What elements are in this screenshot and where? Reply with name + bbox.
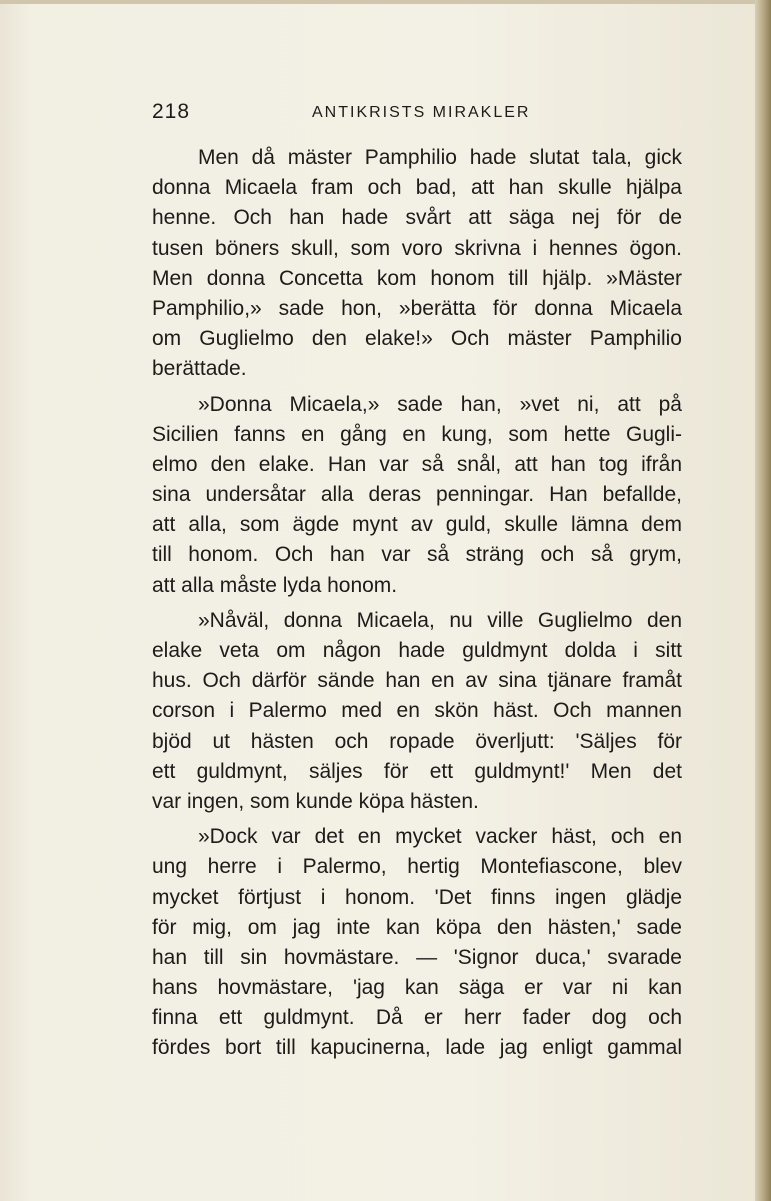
text-line: fördes bort till kapucinerna, lade jag enligt gammal <box>152 1036 682 1060</box>
text-line: att alla, som ägde mynt av guld, skulle lämna dem <box>152 513 682 537</box>
text-line: han till sin hovmästare. — 'Signor duca,' svarade <box>152 945 682 969</box>
text-line: ett guldmynt, säljes för ett guldmynt!' Men det <box>152 759 682 783</box>
paragraph <box>152 390 682 601</box>
text-line: tusen böners skull, som voro skrivna i hennes ögon. <box>152 236 682 260</box>
paragraph <box>152 143 682 385</box>
text-line: att alla måste lyda honom. <box>152 573 398 597</box>
text-line: hus. Och därför sände han en av sina tjänare framåt <box>152 669 682 693</box>
text-line: om Guglielmo den elake!» Och mäster Pamphilio <box>152 327 682 351</box>
text-line: Men då mäster Pamphilio hade slutat tala, gick <box>198 146 682 169</box>
text-line: Pamphilio,» sade hon, »berätta för donna Micaela <box>152 296 682 320</box>
page-fore-edge <box>755 0 771 1201</box>
paragraph <box>152 822 682 1064</box>
text-line: hans hovmästare, 'jag kan säga er var ni kan <box>152 976 682 1000</box>
text-line: donna Micaela fram och bad, att han skulle hjälpa <box>152 176 682 200</box>
text-line: Sicilien fanns en gång en kung, som hette Gugli- <box>152 422 682 446</box>
text-line: henne. Och han hade svårt att säga nej för de <box>152 206 682 230</box>
text-line: berättade. <box>152 357 247 381</box>
running-title: ANTIKRISTS MIRAKLER <box>312 104 531 121</box>
text-line: elake veta om någon hade guldmynt dolda i sitt <box>152 639 682 662</box>
text-line: sina undersåtar alla deras penningar. Han befallde, <box>152 483 682 507</box>
text-line: bjöd ut hästen och ropade överljutt: 'Säljes för <box>152 729 682 753</box>
paragraph <box>152 606 682 817</box>
text-line: för mig, om jag inte kan köpa den hästen,' sade <box>152 915 682 939</box>
text-line: till honom. Och han var så sträng och så grym, <box>152 543 682 567</box>
text-line: var ingen, som kunde köpa hästen. <box>152 789 479 813</box>
page-header <box>152 100 682 130</box>
text-line: mycket förtjust i honom. 'Det finns ingen glädje <box>152 885 682 909</box>
text-line: »Nåväl, donna Micaela, nu ville Guglielmo den <box>198 608 682 632</box>
text-line: »Dock var det en mycket vacker häst, och en <box>198 825 682 849</box>
text-line: ung herre i Palermo, hertig Montefiascone, blev <box>152 855 682 879</box>
text-line: Men donna Concetta kom honom till hjälp. »Mäster <box>152 266 682 290</box>
text-line: »Donna Micaela,» sade han, »vet ni, att på <box>198 392 682 416</box>
text-line: corson i Palermo med en skön häst. Och mannen <box>152 699 682 723</box>
body-text <box>152 143 682 1064</box>
page-number: 218 <box>152 100 191 123</box>
page-top-edge <box>0 0 771 4</box>
text-line: finna ett guldmynt. Då er herr fader dog och <box>152 1006 682 1030</box>
text-line: elmo den elake. Han var så snål, att han tog ifrån <box>152 452 682 476</box>
